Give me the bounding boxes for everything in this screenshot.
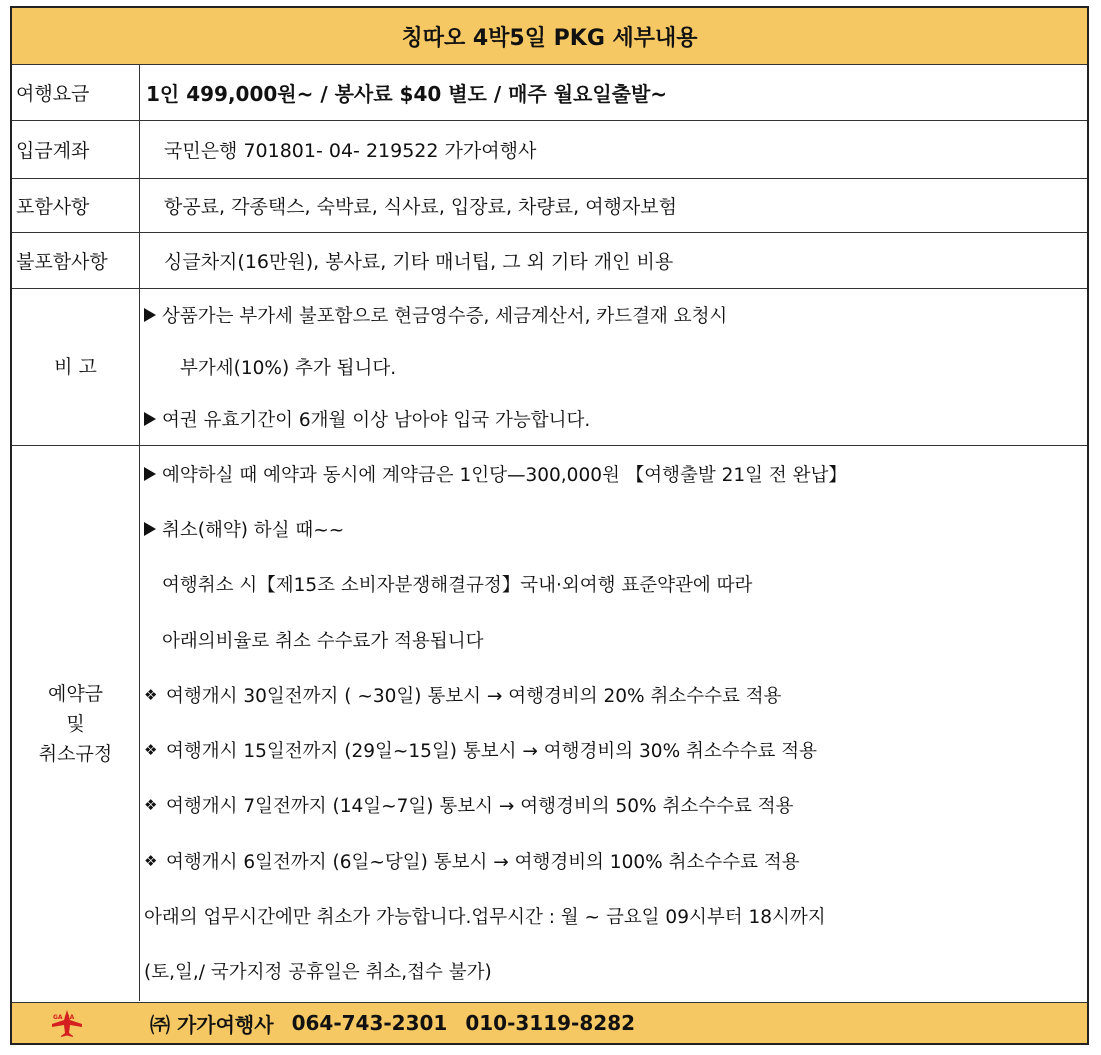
phone-2: 010-3119-8282 [465, 1011, 636, 1035]
diamond-bullet-icon: ❖ [144, 851, 158, 870]
diamond-bullet-icon: ❖ [144, 796, 158, 815]
remarks-line-1: 상품가는 부가세 불포함으로 현금영수증, 세금계산서, 카드결재 요청시 [144, 289, 1087, 341]
remarks-label: 비 고 [12, 289, 140, 445]
account-row [12, 121, 1087, 179]
excluded-value: 싱글차지(16만원), 봉사료, 기타 매너팁, 그 외 기타 개인 비용 [164, 251, 674, 273]
refund-tier-2: ❖ 여행개시 15일전까지 (29일~15일) 통보시 → 여행경비의 30% 취소수수료 적용 [144, 741, 817, 763]
package-details-table [10, 6, 1089, 1045]
phone-1: 064-743-2301 [291, 1011, 448, 1035]
included-row [12, 179, 1087, 233]
excluded-label: 불포함사항 [12, 233, 140, 288]
remarks-row [12, 289, 1087, 446]
footer-bar [12, 1002, 1087, 1043]
refund-tier-4: ❖ 여행개시 6일전까지 (6일~당일) 통보시 → 여행경비의 100% 취소수수료 적용 [144, 851, 800, 873]
refund-tier-3: ❖ 여행개시 7일전까지 (14일~7일) 통보시 → 여행경비의 50% 취소수수료 적용 [144, 796, 794, 818]
remarks-line-2: 부가세(10%) 추가 됩니다. [180, 358, 397, 379]
refund-tier-1: ❖ 여행개시 30일전까지 ( ~30일) 통보시 → 여행경비의 20% 취소수수료 적용 [144, 685, 782, 707]
rule-intro-1: 여행취소 시【제15조 소비자분쟁해결규정】국내·외여행 표준약관에 따라 [162, 575, 753, 597]
diamond-bullet-icon: ❖ [144, 741, 158, 760]
remarks-line-3: 여권 유효기간이 6개월 이상 남아야 입국 가능합니다. [144, 393, 1087, 445]
business-hours-line: 아래의 업무시간에만 취소가 가능합니다.업무시간 : 월 ~ 금요일 09시부터 18시까지 [144, 907, 826, 929]
fee-label: 여행요금 [12, 64, 140, 120]
excluded-row [12, 233, 1087, 289]
svg-text:GA GA: GA GA [53, 1014, 75, 1021]
rule-intro-2: 아래의비율로 취소 수수료가 적용됩니다 [162, 630, 484, 652]
diamond-bullet-icon: ❖ [144, 685, 158, 704]
triangle-bullet-icon [144, 522, 156, 536]
airplane-logo-icon [50, 1008, 84, 1038]
holiday-notice-line: (토,일,/ 국가지정 공휴일은 취소,접수 불가) [144, 962, 492, 984]
triangle-bullet-icon [144, 412, 156, 426]
fee-value: 1인 499,000원~ / 봉사료 $40 별도 / 매주 월요일출발~ [146, 81, 668, 106]
page-title: 칭따오 4박5일 PKG 세부내용 [12, 8, 1087, 65]
company-name: ㈜ 가가여행사 [150, 1012, 274, 1037]
triangle-bullet-icon [144, 308, 156, 322]
included-value: 항공료, 각종택스, 숙박료, 식사료, 입장료, 차량료, 여행자보험 [164, 196, 677, 218]
cancellation-row [12, 446, 1087, 1001]
fee-row [12, 64, 1087, 121]
triangle-bullet-icon [144, 467, 156, 481]
cancel-title-line: 취소(해약) 하실 때~~ [144, 501, 1087, 556]
cancellation-label: 예약금 및 취소규정 [12, 446, 140, 1001]
deposit-line: 예약하실 때 예약과 동시에 계약금은 1인당—300,000원 【여행출발 21일 전 완납】 [144, 446, 1087, 501]
account-label: 입금계좌 [12, 121, 140, 178]
account-value: 국민은행 701801- 04- 219522 가가여행사 [164, 140, 537, 162]
company-info [150, 1003, 653, 1043]
included-label: 포함사항 [12, 179, 140, 232]
